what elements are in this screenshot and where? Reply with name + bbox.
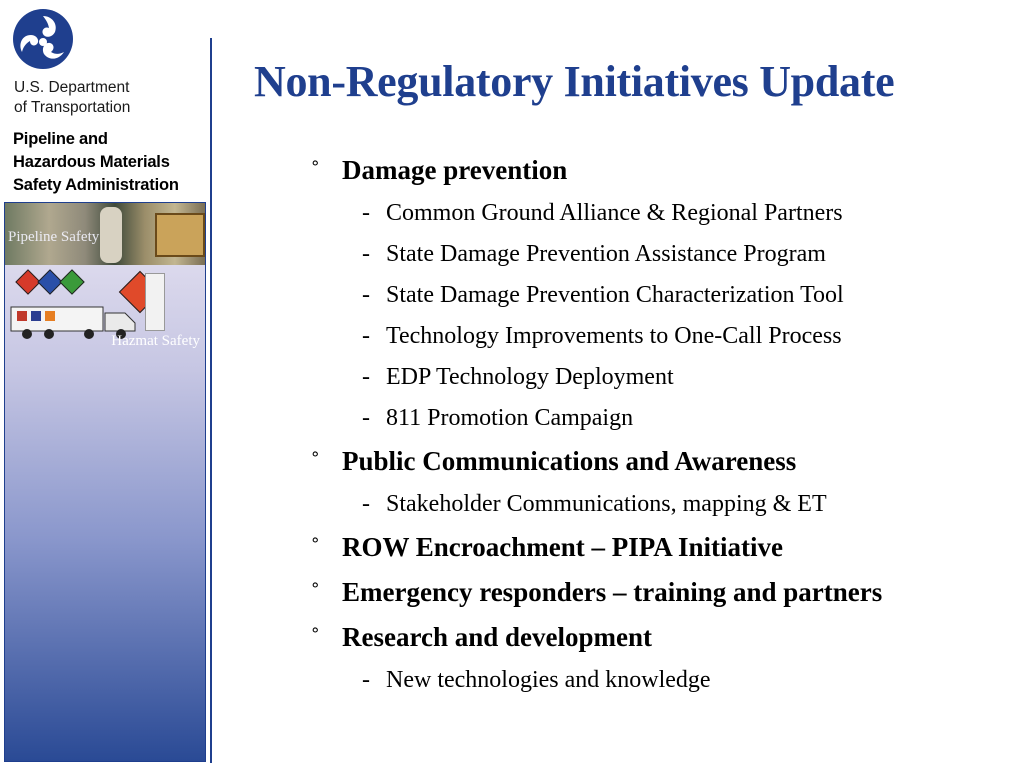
- hazmat-chart-shape: [145, 273, 165, 331]
- section-heading: Damage prevention: [342, 155, 568, 185]
- agency-name-line1: Pipeline and: [13, 130, 108, 148]
- dot-triskelion-logo-icon: [12, 8, 74, 70]
- section-heading: ROW Encroachment – PIPA Initiative: [342, 532, 783, 562]
- sub-bullet-icon: -: [362, 667, 370, 693]
- department-name-line1: U.S. Department: [14, 79, 130, 96]
- sub-bullet-icon: -: [362, 491, 370, 517]
- sub-bullet-icon: -: [362, 364, 370, 390]
- list-item: EDP Technology Deployment: [386, 364, 674, 390]
- bullet-icon: °: [311, 158, 320, 178]
- sub-bullet-icon: -: [362, 200, 370, 226]
- photo-panel: [4, 202, 206, 762]
- divider-line: [210, 38, 212, 763]
- photo-label-hazmat: Hazmat Safety: [111, 333, 200, 349]
- bullet-icon: °: [311, 625, 320, 645]
- sidebar: [0, 0, 212, 768]
- list-item: New technologies and knowledge: [386, 667, 711, 693]
- warning-sign-shape: [155, 213, 205, 257]
- section-heading: Emergency responders – training and partners: [342, 577, 883, 607]
- sub-bullet-icon: -: [362, 282, 370, 308]
- agency-name-line2: Hazardous Materials: [13, 153, 170, 171]
- list-item: State Damage Prevention Characterization Tool: [386, 282, 844, 308]
- list-item: Common Ground Alliance & Regional Partners: [386, 200, 843, 226]
- section-heading: Research and development: [342, 622, 652, 652]
- sub-bullet-icon: -: [362, 405, 370, 431]
- bullet-icon: °: [311, 449, 320, 469]
- list-item: Stakeholder Communications, mapping & ET: [386, 491, 827, 517]
- list-item: 811 Promotion Campaign: [386, 405, 634, 431]
- hazmat-placard-icon: [59, 269, 84, 294]
- sub-bullet-icon: -: [362, 323, 370, 349]
- agency-name-line3: Safety Administration: [13, 176, 179, 194]
- section-heading: Public Communications and Awareness: [342, 446, 797, 476]
- department-name-line2: of Transportation: [14, 99, 131, 116]
- worker-shape: [100, 207, 122, 263]
- list-item: Technology Improvements to One-Call Process: [386, 323, 842, 349]
- sub-bullet-icon: -: [362, 241, 370, 267]
- photo-label-pipeline: Pipeline Safety: [8, 229, 100, 245]
- list-item: State Damage Prevention Assistance Program: [386, 241, 826, 267]
- slide-title: Non-Regulatory Initiatives Update: [254, 57, 895, 106]
- bullet-icon: °: [311, 580, 320, 600]
- bullet-icon: °: [311, 535, 320, 555]
